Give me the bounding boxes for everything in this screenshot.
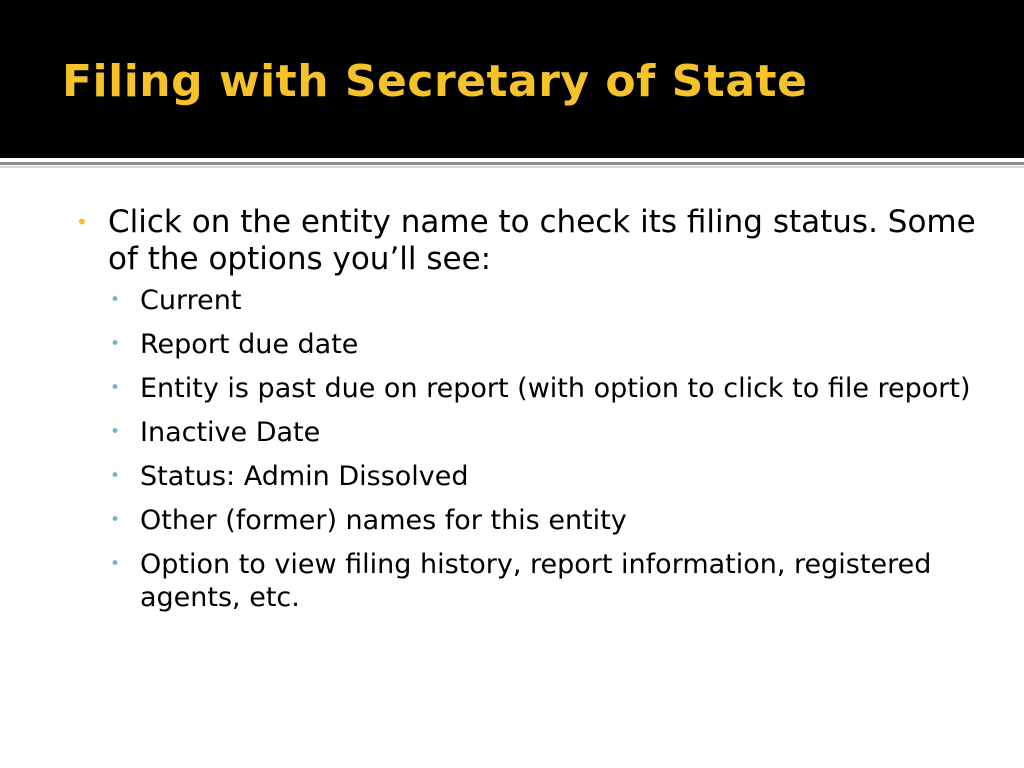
sub-bullet-text: Other (former) names for this entity [140,505,627,536]
sub-bullet-text: Inactive Date [140,417,321,448]
sub-bullet-item [76,504,976,537]
sub-bullet-text: Report due date [140,329,359,360]
sub-bullet-item [76,460,976,493]
slide-title: Filing with Secretary of State [62,56,808,107]
sub-bullet-text: Option to view filing history, report information, registered agents, etc. [140,549,932,613]
sub-bullet-text: Current [140,285,242,316]
slide-body [76,204,976,625]
bullet-text: Click on the entity name to check its filing status. Some of the options you’ll see: [108,204,976,277]
title-bar [0,0,1024,158]
sub-bullet-text: Status: Admin Dissolved [140,461,469,492]
sub-bullet-icon: • [110,422,121,442]
title-divider [0,162,1024,165]
sub-bullet-item [76,548,976,614]
bullet-icon: • [76,210,88,234]
sub-bullet-item [76,372,976,405]
title-divider-highlight [0,166,1024,168]
sub-bullet-item [76,284,976,317]
sub-bullet-text: Entity is past due on report (with option to click to file report) [140,373,971,404]
sub-bullet-icon: • [110,290,121,310]
sub-bullet-icon: • [110,554,121,574]
sub-bullet-list [76,284,976,614]
bullet-item [76,204,976,278]
sub-bullet-icon: • [110,378,121,398]
sub-bullet-icon: • [110,510,121,530]
sub-bullet-item [76,328,976,361]
sub-bullet-item [76,416,976,449]
sub-bullet-icon: • [110,334,121,354]
sub-bullet-icon: • [110,466,121,486]
